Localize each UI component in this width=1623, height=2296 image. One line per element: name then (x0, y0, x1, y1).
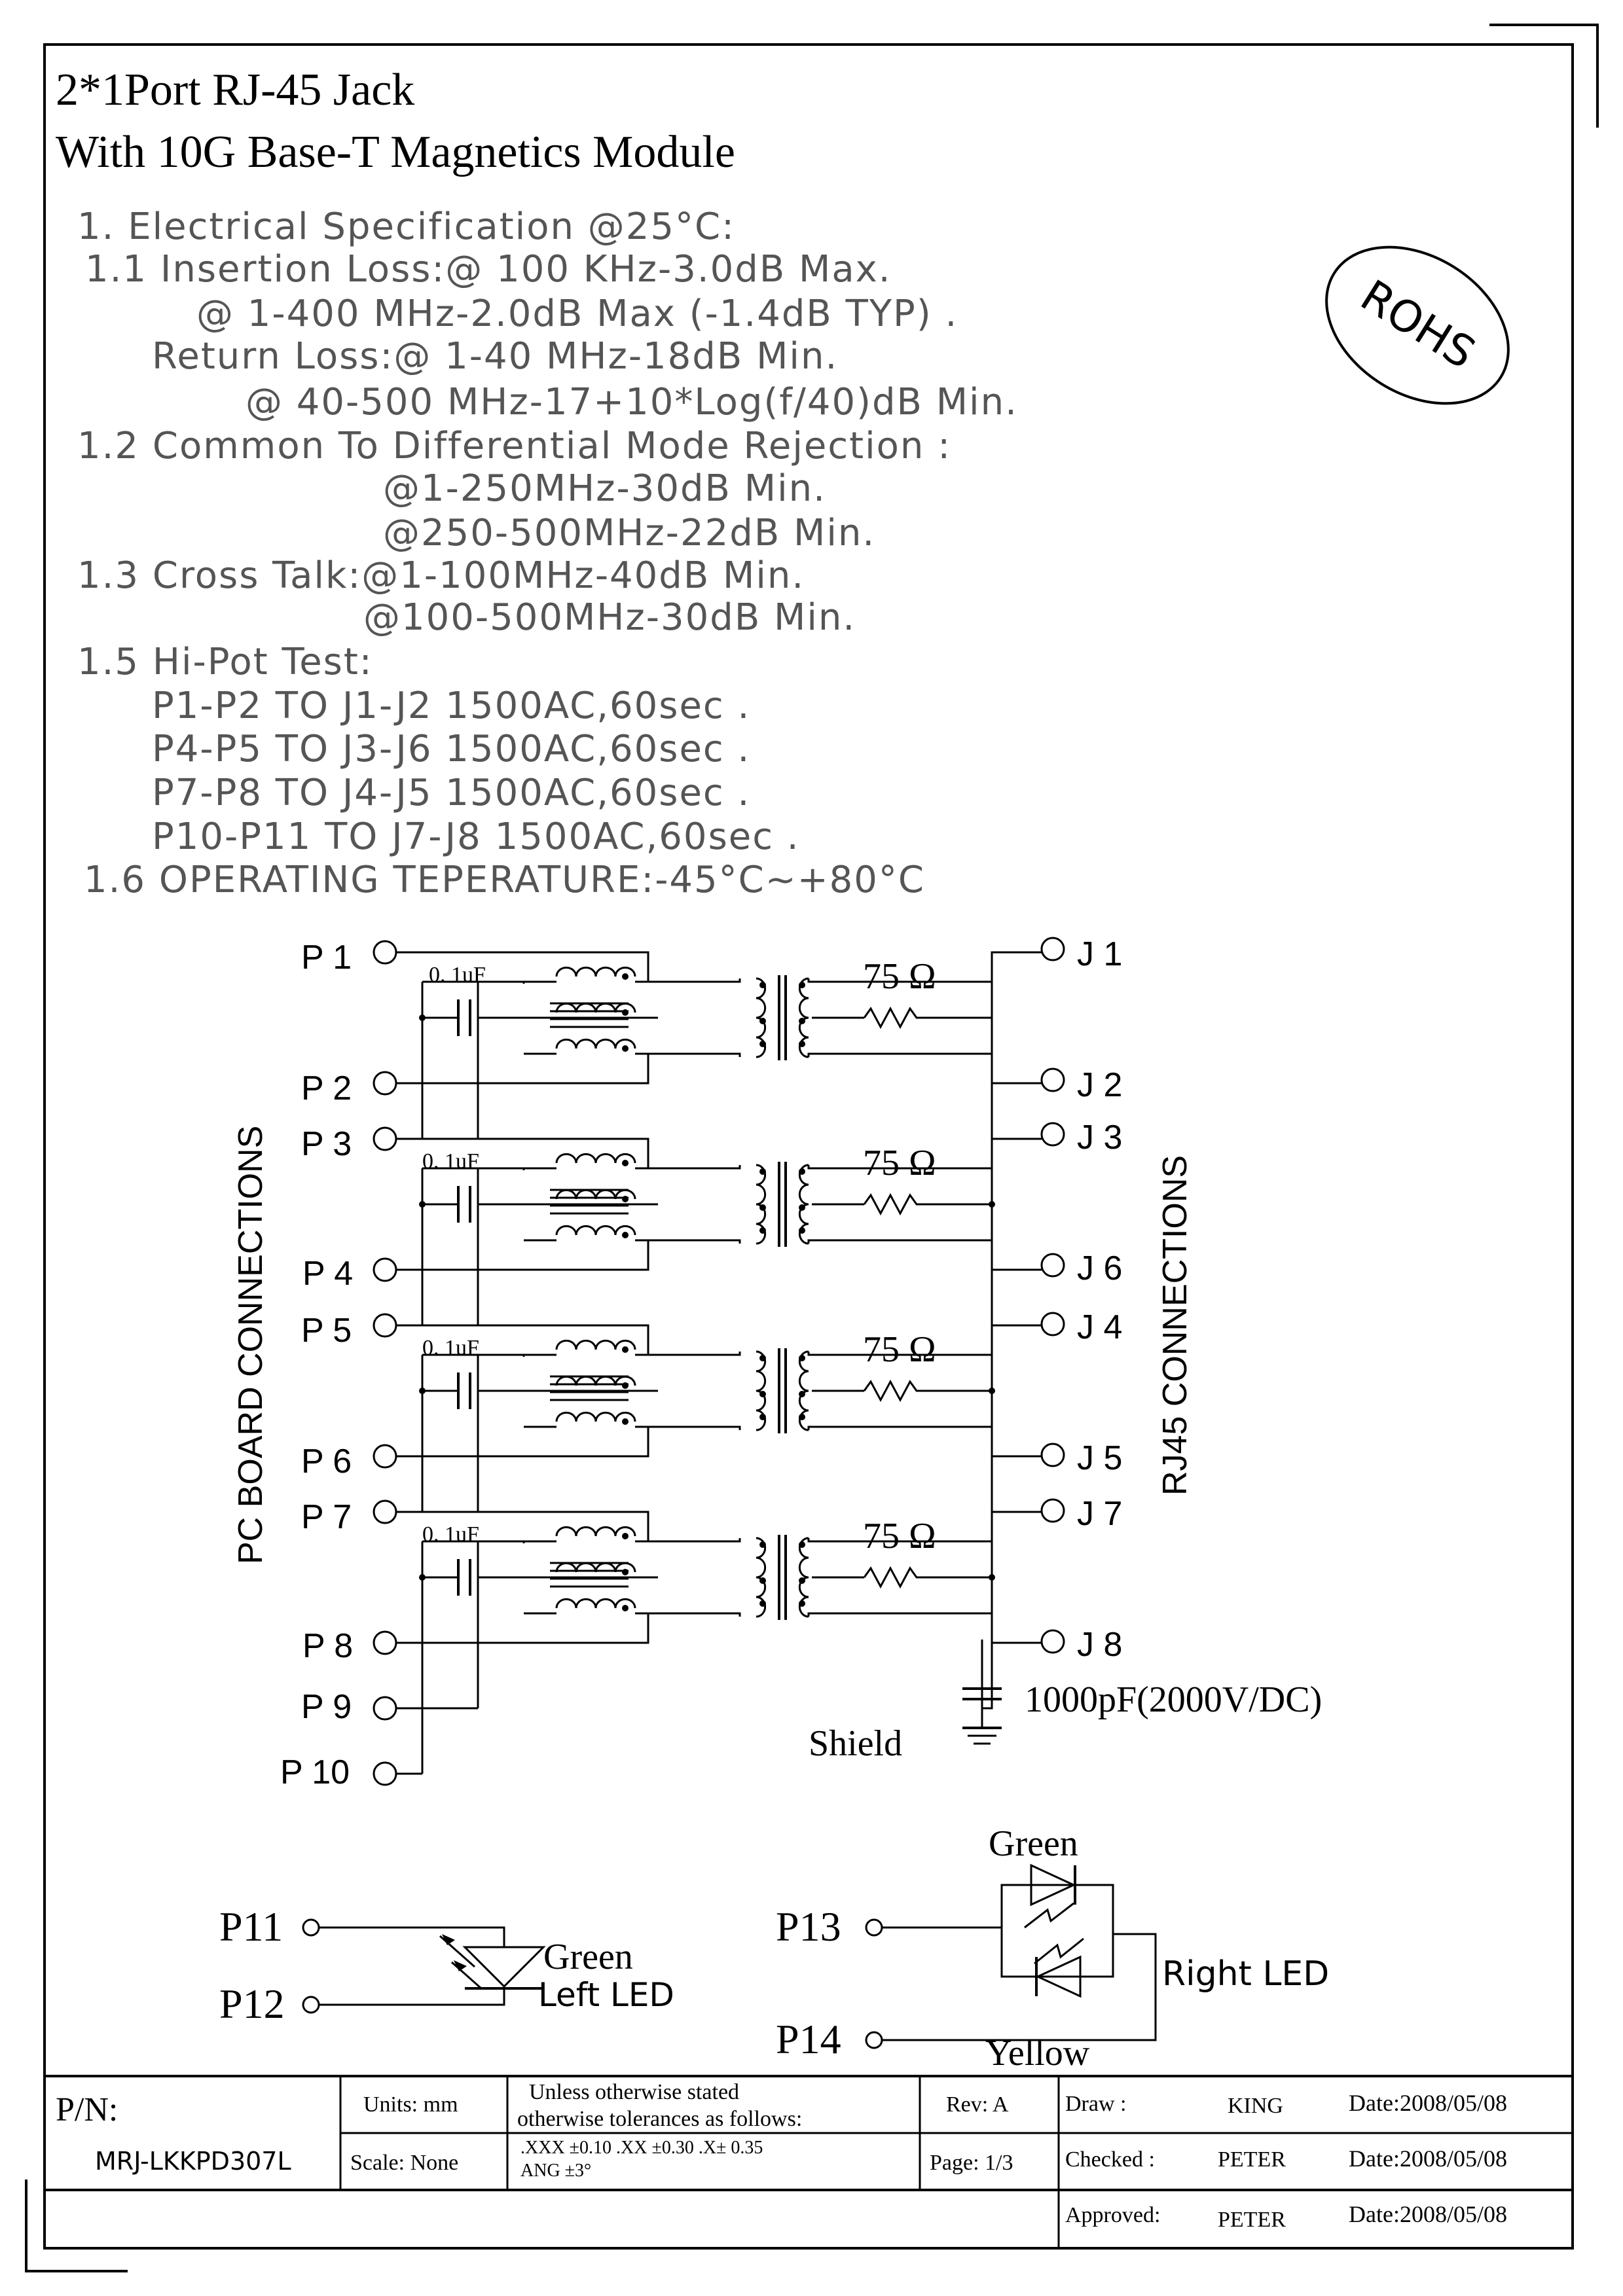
checked-name: PETER (1218, 2147, 1286, 2172)
junction-dot (419, 1014, 426, 1021)
scale: Scale: None (350, 2151, 459, 2175)
polarity-dot (622, 1418, 629, 1425)
junction-dot (989, 1388, 995, 1394)
pin-label-j8: J 8 (1077, 1626, 1123, 1664)
pin-terminal (1042, 1069, 1064, 1091)
polarity-dot (799, 1577, 805, 1584)
pin-terminal-p14 (866, 2032, 882, 2048)
polarity-dot (799, 1168, 805, 1175)
pin-label-j4: J 4 (1077, 1308, 1123, 1346)
polarity-dot (622, 1605, 629, 1611)
shield-label: Shield (809, 1723, 903, 1764)
termination-resistor (864, 1009, 923, 1027)
shield-section (374, 1640, 1322, 1785)
approved-label: Approved: (1065, 2203, 1161, 2227)
pin-terminal (374, 1632, 396, 1654)
pin-terminal-p9 (374, 1697, 396, 1719)
spec-line: 1.1 Insertion Loss:@ 100 KHz-3.0dB Max. (85, 248, 892, 291)
pin-terminal (1042, 1254, 1064, 1276)
right-led-circuit (776, 1823, 1329, 2073)
polarity-dot (799, 982, 805, 988)
electrical-specification (77, 206, 1018, 901)
pin-label-p1: P 1 (301, 939, 352, 977)
polarity-dot (799, 1041, 805, 1047)
wire (809, 1054, 1042, 1083)
pin-label-p14: P14 (776, 2016, 841, 2062)
pin-terminal-p11 (303, 1920, 319, 1935)
wire (319, 1990, 504, 2005)
pin-label-j7: J 7 (1077, 1495, 1123, 1533)
approved-name: PETER (1218, 2208, 1286, 2232)
pin-terminal (374, 1072, 396, 1094)
spec-line: 1.3 Cross Talk:@1-100MHz-40dB Min. (77, 554, 805, 597)
termination-resistor (864, 1195, 923, 1213)
capacitor-label: 0. 1uF (422, 1149, 479, 1174)
left-led-color: Green (543, 1937, 633, 1977)
channel-1 (374, 938, 1064, 1139)
polarity-dot (759, 1414, 766, 1420)
shield-capacitor-label: 1000pF(2000V/DC) (1025, 1679, 1322, 1720)
capacitor-label: 0. 1uF (422, 1522, 479, 1547)
pin-terminal (1042, 938, 1064, 960)
draw-label: Draw : (1065, 2092, 1127, 2116)
polarity-dot (759, 1227, 766, 1234)
checked-label: Checked : (1065, 2147, 1155, 2172)
pn-label: P/N: (56, 2091, 119, 2128)
title-block (45, 2076, 1573, 2248)
spec-line: P10-P11 TO J7-J8 1500AC,60sec . (152, 816, 800, 858)
units: Units: mm (363, 2092, 458, 2117)
pin-terminal (374, 1501, 396, 1523)
pin-label-p8: P 8 (302, 1627, 354, 1665)
spec-line: @100-500MHz-30dB Min. (363, 596, 856, 639)
wire (396, 1054, 661, 1083)
corner-mark-bottom-left (26, 2179, 128, 2271)
wire (396, 1240, 661, 1270)
junction-dot (419, 1574, 426, 1581)
left-led-circuit (219, 1903, 674, 2027)
pin-terminal (374, 1314, 396, 1336)
spec-line: P7-P8 TO J4-J5 1500AC,60sec . (152, 772, 751, 814)
pin-terminal (1042, 1444, 1064, 1466)
resistor-label: 75 Ω (863, 1329, 936, 1370)
spec-line: 1.5 Hi-Pot Test: (77, 641, 373, 683)
approved-date: Date:2008/05/08 (1349, 2201, 1507, 2227)
polarity-dot (799, 1204, 805, 1211)
title-line-2: With 10G Base-T Magnetics Module (56, 127, 735, 177)
right-led-name: Right LED (1162, 1954, 1330, 1994)
checked-date: Date:2008/05/08 (1349, 2145, 1507, 2172)
polarity-dot (759, 1355, 766, 1361)
polarity-dot (759, 1041, 766, 1047)
pin-label-p6: P 6 (301, 1443, 352, 1480)
wire (396, 1427, 661, 1456)
right-led-color-bottom: Yellow (985, 2033, 1090, 2073)
wire (809, 1240, 1042, 1270)
channel-3 (374, 1313, 1064, 1512)
spec-line: Return Loss:@ 1-40 MHz-18dB Min. (152, 335, 839, 378)
wire (396, 1613, 661, 1643)
p-pin-labels (280, 939, 353, 1791)
pin-terminal (374, 1128, 396, 1150)
pin-terminal (374, 941, 396, 963)
polarity-dot (799, 1600, 805, 1607)
polarity-dot (622, 1045, 629, 1052)
pin-label-p5: P 5 (301, 1312, 352, 1350)
spec-line: @ 40-500 MHz-17+10*Log(f/40)dB Min. (246, 381, 1018, 423)
pin-label-p13: P13 (776, 1903, 841, 1950)
polarity-dot (759, 1600, 766, 1607)
wire (661, 1352, 740, 1355)
pin-terminal (1042, 1499, 1064, 1522)
polarity-dot (799, 1391, 805, 1397)
rohs-text: ROHS (1352, 270, 1484, 379)
pin-label-p10: P 10 (280, 1753, 350, 1791)
wire (809, 1427, 1042, 1456)
spec-line: @ 1-400 MHz-2.0dB Max (-1.4dB TYP) . (196, 293, 958, 335)
pin-terminal (374, 1445, 396, 1467)
resistor-label: 75 Ω (863, 1143, 936, 1183)
pin-terminal (1042, 1123, 1064, 1145)
left-led-name: Left LED (538, 1976, 674, 2014)
termination-resistor (864, 1382, 923, 1400)
wire (661, 1613, 740, 1617)
wire (661, 1165, 740, 1168)
pc-board-connections-label: PC BOARD CONNECTIONS (232, 1125, 270, 1564)
polarity-dot (759, 982, 766, 988)
rj45-connections-label: RJ45 CONNECTIONS (1156, 1155, 1194, 1496)
pin-label-p3: P 3 (301, 1125, 352, 1163)
spec-line: P4-P5 TO J3-J6 1500AC,60sec . (152, 728, 751, 770)
spec-line: @1-250MHz-30dB Min. (383, 467, 826, 510)
polarity-dot (759, 1204, 766, 1211)
pin-terminal-p10 (374, 1763, 396, 1785)
wire (661, 1240, 740, 1244)
draw-date: Date:2008/05/08 (1349, 2090, 1507, 2116)
wire (882, 1934, 1156, 2040)
draw-name: KING (1228, 2094, 1283, 2118)
pin-label-j3: J 3 (1077, 1119, 1123, 1157)
rohs-mark (1298, 215, 1537, 435)
pin-label-p2: P 2 (301, 1069, 352, 1107)
pin-terminal-p12 (303, 1997, 319, 2013)
tolerance-line-4: ANG ±3° (520, 2161, 592, 2181)
termination-resistor (864, 1568, 923, 1587)
pin-label-j6: J 6 (1077, 1249, 1123, 1287)
polarity-dot (759, 1541, 766, 1548)
wire (661, 1538, 740, 1541)
channel-2 (374, 1123, 1064, 1325)
led-diode-triangle (465, 1947, 543, 1986)
spec-line: 1.2 Common To Differential Mode Rejection : (77, 425, 952, 467)
junction-dot (419, 1201, 426, 1208)
pin-label-j2: J 2 (1077, 1066, 1123, 1104)
spec-line: P1-P2 TO J1-J2 1500AC,60sec . (152, 685, 751, 727)
pin-label-p12: P12 (219, 1981, 285, 2027)
pin-label-p9: P 9 (301, 1688, 352, 1726)
junction-dot (989, 1201, 995, 1208)
title-line-1: 2*1Port RJ-45 Jack (56, 65, 415, 115)
polarity-dot (799, 1541, 805, 1548)
wire (661, 978, 740, 982)
polarity-dot (622, 1160, 629, 1166)
tolerance-line-2: otherwise tolerances as follows: (517, 2107, 803, 2131)
pin-terminal-p13 (866, 1920, 882, 1935)
polarity-dot (799, 1018, 805, 1024)
polarity-dot (622, 1533, 629, 1539)
polarity-dot (622, 1232, 629, 1238)
polarity-dot (759, 1168, 766, 1175)
page-number: Page: 1/3 (930, 2151, 1013, 2175)
tolerance-line-1: Unless otherwise stated (529, 2080, 740, 2104)
resistor-label: 75 Ω (863, 1516, 936, 1556)
capacitor-label: 0. 1uF (429, 963, 486, 987)
polarity-dot (622, 973, 629, 980)
pin-label-j1: J 1 (1077, 935, 1123, 973)
pin-label-p7: P 7 (301, 1498, 352, 1536)
pin-terminal (1042, 1630, 1064, 1653)
capacitor-label: 0. 1uF (422, 1336, 479, 1360)
wire (661, 1054, 740, 1057)
led-bridge (1002, 1885, 1113, 1977)
spec-line: 1. Electrical Specification @25°C: (77, 206, 735, 248)
light-arrow (1025, 1903, 1074, 1928)
tolerance-line-3: .XXX ±0.10 .XX ±0.30 .X± 0.35 (520, 2138, 763, 2158)
junction-dot (989, 1574, 995, 1581)
polarity-dot (759, 1018, 766, 1024)
spec-line: 1.6 OPERATING TEPERATURE:-45°C~+80°C (84, 859, 925, 901)
wire (661, 1427, 740, 1430)
wire (809, 1613, 1042, 1643)
revision: Rev: A (946, 2092, 1009, 2117)
polarity-dot (759, 1391, 766, 1397)
junction-dot (419, 1388, 426, 1394)
pin-label-p11: P11 (219, 1903, 283, 1950)
j-pin-labels (1077, 935, 1122, 1664)
resistor-label: 75 Ω (863, 956, 936, 997)
pin-label-p4: P 4 (302, 1255, 354, 1293)
right-led-color-top: Green (989, 1823, 1078, 1864)
pin-label-j5: J 5 (1077, 1439, 1123, 1477)
polarity-dot (759, 1577, 766, 1584)
polarity-dot (799, 1355, 805, 1361)
polarity-dot (799, 1414, 805, 1420)
polarity-dot (622, 1346, 629, 1353)
schematic-channels (374, 938, 1064, 1708)
spec-line: @250-500MHz-22dB Min. (383, 512, 876, 554)
pn-value: MRJ-LKKPD307L (95, 2147, 291, 2176)
pin-terminal (374, 1259, 396, 1281)
pin-terminal (1042, 1313, 1064, 1335)
corner-mark-top-right (1489, 25, 1597, 128)
polarity-dot (799, 1227, 805, 1234)
wire (319, 1928, 504, 1947)
